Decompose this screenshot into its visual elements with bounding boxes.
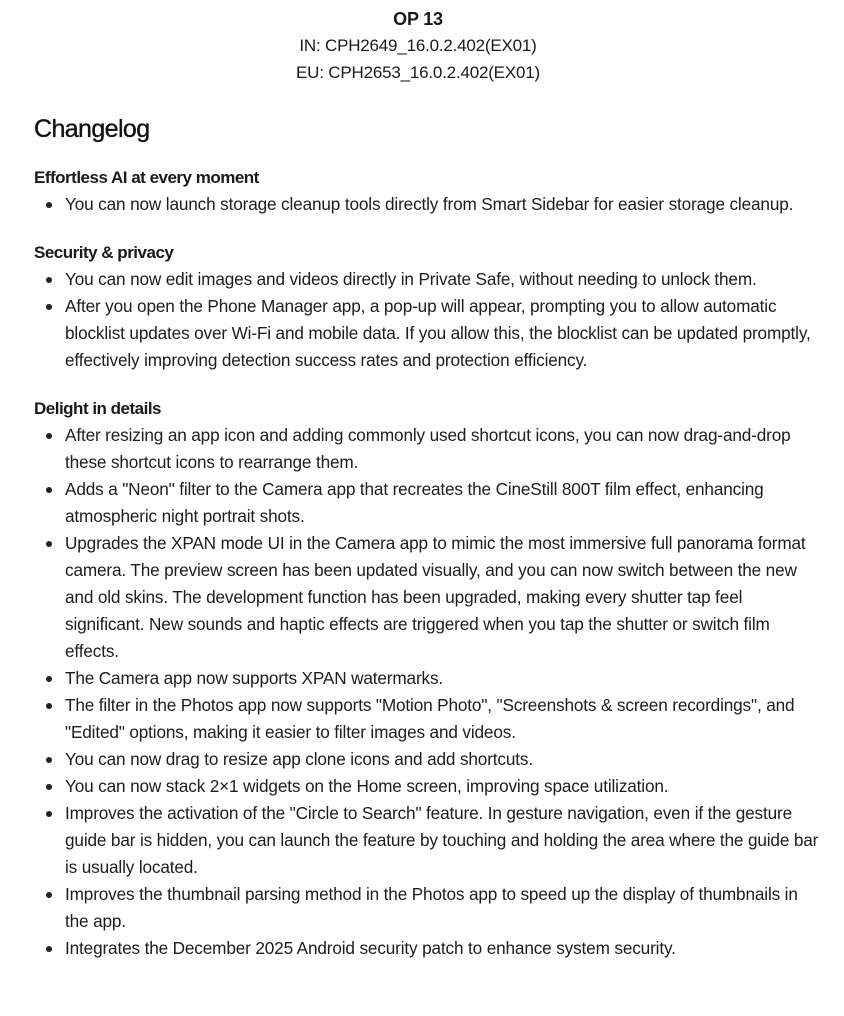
section-delight-in-details xyxy=(34,396,824,962)
section-title: Security & privacy xyxy=(34,243,174,262)
list-item: Adds a "Neon" filter to the Camera app that recreates the CineStill 800T film effect, enhancing atmospheric night portrait shots. xyxy=(34,476,824,530)
section-list xyxy=(34,266,824,374)
build-number-in: IN: CPH2649_16.0.2.402(EX01) xyxy=(299,36,537,55)
device-model: OP 13 xyxy=(393,9,443,29)
section-list xyxy=(34,422,824,962)
section-security-privacy xyxy=(34,240,824,374)
list-item: You can now edit images and videos directly in Private Safe, without needing to unlock them. xyxy=(34,266,824,293)
release-header xyxy=(20,0,816,86)
list-item: Improves the thumbnail parsing method in the Photos app to speed up the display of thumbnails in the app. xyxy=(34,881,824,935)
section-title: Delight in details xyxy=(34,399,162,418)
list-item: After you open the Phone Manager app, a pop-up will appear, prompting you to allow automatic blocklist updates over Wi-Fi and mobile data. If you allow this, the blocklist can be updated promptly, effectively improving detection success rates and protection efficiency. xyxy=(34,293,824,374)
section-list xyxy=(34,191,824,218)
list-item: The filter in the Photos app now supports "Motion Photo", "Screenshots & screen recordings", and "Edited" options, making it easier to filter images and videos. xyxy=(34,692,824,746)
list-item: You can now drag to resize app clone icons and add shortcuts. xyxy=(34,746,824,773)
list-item: Integrates the December 2025 Android security patch to enhance system security. xyxy=(34,935,824,962)
changelog-title: Changelog xyxy=(34,115,150,143)
list-item: You can now stack 2×1 widgets on the Home screen, improving space utilization. xyxy=(34,773,824,800)
list-item: You can now launch storage cleanup tools directly from Smart Sidebar for easier storage cleanup. xyxy=(34,191,824,218)
list-item: Improves the activation of the "Circle to Search" feature. In gesture navigation, even if the gesture guide bar is hidden, you can launch the feature by touching and holding the area where the guide bar is usually located. xyxy=(34,800,824,881)
section-effortless-ai xyxy=(34,165,824,218)
list-item: The Camera app now supports XPAN watermarks. xyxy=(34,665,824,692)
list-item: Upgrades the XPAN mode UI in the Camera app to mimic the most immersive full panorama format camera. The preview screen has been updated visually, and you can now switch between the new and old skins. The development function has been upgraded, making every shutter tap feel significant. New sounds and haptic effects are triggered when you tap the shutter or switch film effects. xyxy=(34,530,824,665)
section-title: Effortless AI at every moment xyxy=(34,168,259,187)
list-item: After resizing an app icon and adding commonly used shortcut icons, you can now drag-and-drop these shortcut icons to rearrange them. xyxy=(34,422,824,476)
build-number-eu: EU: CPH2653_16.0.2.402(EX01) xyxy=(296,63,540,82)
